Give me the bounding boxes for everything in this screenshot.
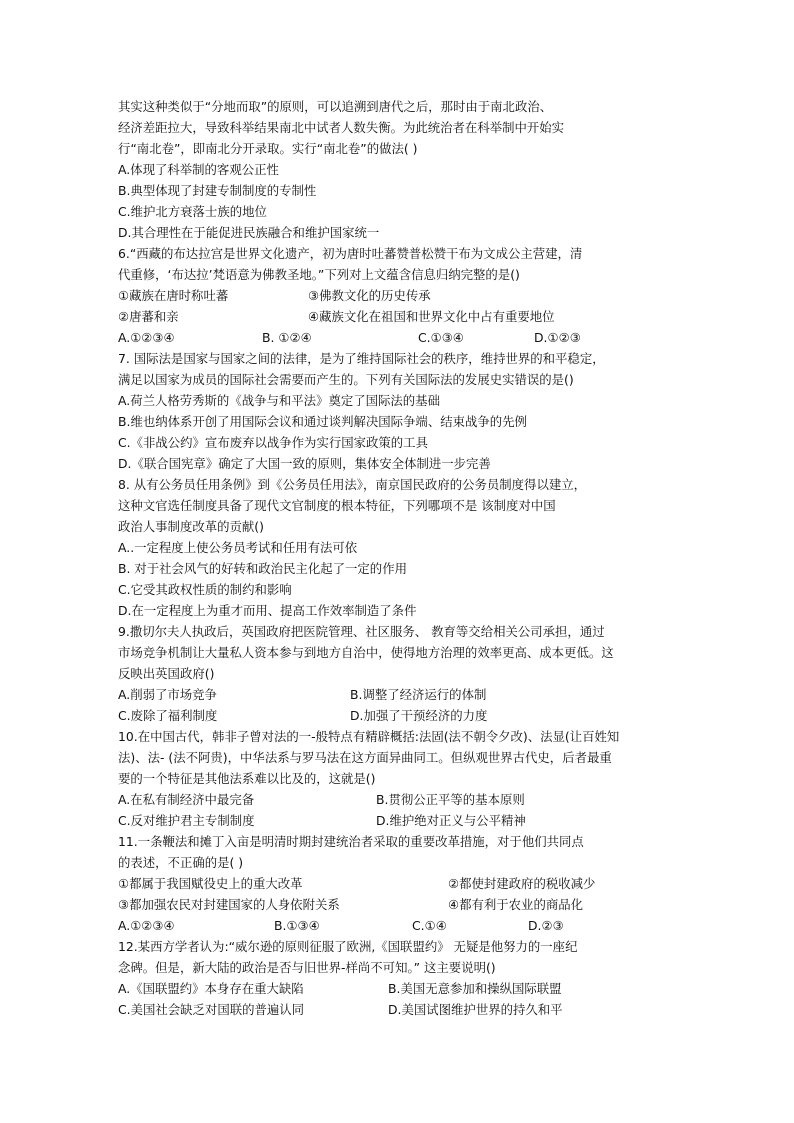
question-5-stem-line: 经济差距拉大，导致科举结果南北中试者人数失衡。为此统治者在科举制中开始实 [118,120,565,135]
question-11-item-2: ②都使封建政府的税收减少 [448,876,596,891]
question-12-option-c: C.美国社会缺乏对国联的普遍认同 [118,1002,305,1017]
question-7-stem-line: 满足以国家为成员的国际社会需要而产生的。下列有关国际法的发展史实错误的是() [118,372,574,387]
question-8 [118,474,686,621]
question-11-item-1: ①都属于我国赋役史上的重大改革 [118,876,303,891]
question-8-option-a: A..一定程度上使公务员考试和任用有法可依 [118,540,358,555]
question-5-option-c: C.维护北方衰落士族的地位 [118,204,267,219]
question-11-stem-line: 11.一条鞭法和摊丁入亩是明清时期封建统治者采取的重要改革措施，对于他们共同点 [118,834,584,849]
question-6-item-4: ④藏族文化在祖国和世界文化中占有重要地位 [308,309,555,324]
question-5-option-b: B.典型体现了封建专制制度的专制性 [118,183,317,198]
question-11-option-c: C.①④ [412,918,447,933]
question-8-option-b: B. 对于社会风气的好转和政治民主化起了一定的作用 [118,561,407,576]
question-5 [118,96,686,243]
question-6 [118,243,686,348]
question-11-options-row [118,915,686,936]
question-9-stem-line: 9.撒切尔夫人执政后，英国政府把医院管理、社区服务、 教育等交给相关公司承担，通过 [118,624,605,639]
question-12-stem-line: 12.某西方学者认为:“威尔逊的原则征服了欧洲,《国联盟约》 无疑是他努力的一座纪 [118,939,578,954]
question-12-options-row [118,978,686,999]
question-6-item-2: ②唐蕃和亲 [118,309,179,324]
question-7-option-a: A.荷兰人格劳秀斯的《战争与和平法》奠定了国际法的基础 [118,393,440,408]
question-10-option-a: A.在私有制经济中最完备 [118,792,255,807]
question-8-stem-line: 8. 从有公务员任用条例》到《公务员任用法》，南京国民政府的公务员制度得以建立， [118,477,587,492]
question-10 [118,726,686,831]
question-10-options-row [118,810,686,831]
question-10-options-row [118,789,686,810]
question-9-stem-line: 反映出英国政府() [118,666,215,681]
question-6-items-row [118,285,686,306]
question-11 [118,831,686,936]
question-7 [118,348,686,474]
question-6-stem-line: 代重修，‘布达拉’梵语意为佛教圣地。”下列对上文蕴含信息归纳完整的是() [118,267,520,282]
question-11-option-b: B.①③④ [274,918,320,933]
question-11-items-row [118,894,686,915]
question-6-option-b: B. ①②④ [262,330,312,345]
question-10-option-d: D.维护绝对正义与公平精神 [376,813,526,828]
question-11-items-row [118,873,686,894]
exam-page [118,96,686,1020]
question-10-option-c: C.反对维护君主专制制度 [118,813,255,828]
question-11-stem-line: 的表述，不正确的是( ) [118,855,244,870]
question-12-options-row [118,999,686,1020]
question-6-option-d: D.①②③ [534,330,581,345]
question-9-options-row [118,705,686,726]
question-12-option-d: D.美国试图维护世界的持久和平 [388,1002,563,1017]
question-8-option-c: C.它受其政权性质的制约和影响 [118,582,292,597]
question-5-option-d: D.其合理性在于能促进民族融合和维护国家统一 [118,225,380,240]
question-10-stem-line: 法)、法- (法不阿贵)，中华法系与罗马法在这方面异曲同工。但纵观世界古代史，后者最重 [118,750,612,765]
question-6-options-row [118,327,686,348]
question-6-item-3: ③佛教文化的历史传承 [308,288,431,303]
question-5-stem-line: 行“南北卷”，即南北分开录取。实行“南北卷”的做法( ) [118,141,418,156]
question-6-items-row [118,306,686,327]
question-7-option-b: B.维也纳体系开创了用国际会议和通过谈判解决国际争端、结束战争的先例 [118,414,527,429]
question-9-option-d: D.加强了干预经济的力度 [350,708,488,723]
question-6-item-1: ①藏族在唐时称吐蕃 [118,288,229,303]
question-11-item-4: ④都有利于农业的商品化 [448,897,584,912]
question-9-option-b: B.调整了经济运行的体制 [350,687,487,702]
question-8-stem-line: 政治人事制度改革的贡献() [118,519,264,534]
question-5-stem-line: 其实这种类似于“分地而取”的原则，可以追溯到唐代之后，那时由于南北政治、 [118,99,553,114]
question-8-option-d: D.在一定程度上为重才而用、提高工作效率制造了条件 [118,603,417,618]
question-5-option-a: A.体现了科举制的客观公正性 [118,162,279,177]
question-9-options-row [118,684,686,705]
question-7-option-d: D.《联合国宪章》确定了大国一致的原则，集体安全体制进一步完善 [118,456,491,471]
question-9-stem-line: 市场竞争机制让大量私人资本参与到地方自治中，使得地方治理的效率更高、成本更低。这 [118,645,614,660]
question-6-option-a: A.①②③④ [118,330,175,345]
question-6-stem-line: 6.“西藏的布达拉宫是世界文化遗产，初为唐时吐蕃赞普松赞干布为文成公主营建，清 [118,246,583,261]
question-9 [118,621,686,726]
question-10-stem-line: 10.在中国古代，韩非子曾对法的一-般特点有精辟概括:法固(法不朝令夕改)、法显(让百姓知 [118,729,620,744]
question-10-option-b: B.贯彻公正平等的基本原则 [376,792,525,807]
question-10-stem-line: 要的一个特征是其他法系难以比及的，这就是() [118,771,376,786]
question-12-option-a: A.《国联盟约》本身存在重大缺陷 [118,981,304,996]
question-12 [118,936,686,1020]
question-12-stem-line: 念碑。但是，新大陆的政治是否与旧世界-样尚不可知。” 这主要说明() [118,960,496,975]
question-11-item-3: ③都加强农民对封建国家的人身依附关系 [118,897,340,912]
question-11-option-d: D.②③ [528,918,564,933]
question-9-option-a: A.削弱了市场竞争 [118,687,217,702]
question-9-option-c: C.废除了福利制度 [118,708,218,723]
question-11-option-a: A.①②③④ [118,918,175,933]
question-8-stem-line: 这种文官选任制度具备了现代文官制度的根本特征，下列哪项不是 该制度对中国 [118,498,556,513]
question-12-option-b: B.美国无意参加和操纵国际联盟 [388,981,562,996]
question-6-option-c: C.①③④ [418,330,464,345]
question-7-stem-line: 7. 国际法是国家与国家之间的法律，是为了维持国际社会的秩序，维持世界的和平稳定， [118,351,605,366]
question-7-option-c: C.《非战公约》宣布废弃以战争作为实行国家政策的工具 [118,435,428,450]
